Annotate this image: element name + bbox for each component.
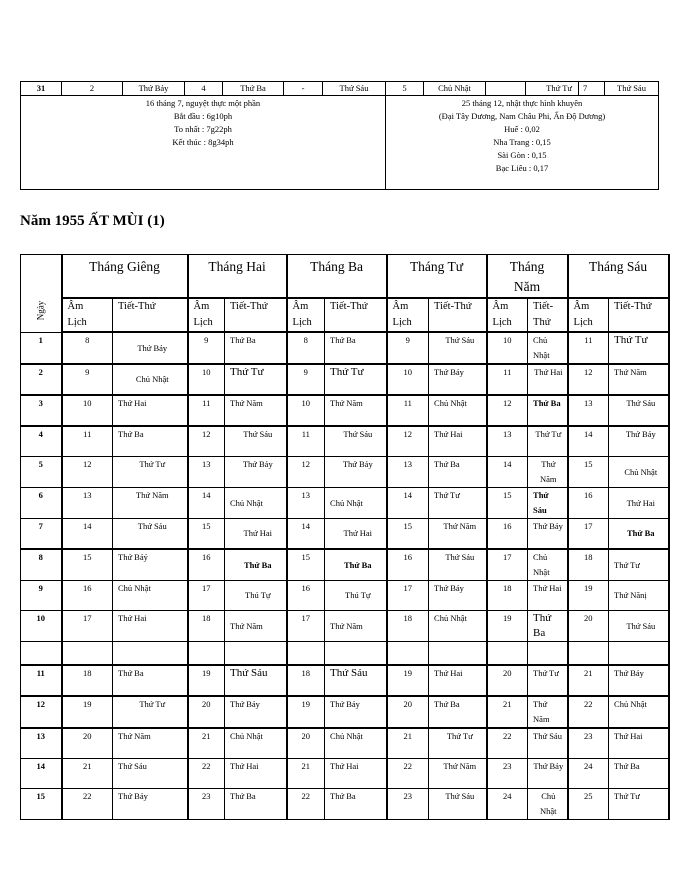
table-row [21,82,659,96]
weekday-term: Thứ Sáu [609,611,669,642]
weekday-term: Chủ Nhật [429,395,487,426]
weekday-term: Thứ Ba [113,665,188,696]
weekday-term: Thứ Năm [325,395,387,426]
lunar-date: 13 [387,457,429,488]
day-number: 5 [21,457,62,488]
day-number: 9 [21,581,62,611]
weekday-term: Thứ Bảy [609,426,669,457]
weekday-term: Thứ Ba [325,789,387,820]
empty-cell [487,642,528,666]
weekday-term: Thứ Hai [325,759,387,789]
weekday-term: Thứ Năm [325,611,387,642]
day-number: 8 [21,549,62,581]
lunar-date: 14 [387,488,429,519]
lunar-date: 11 [387,395,429,426]
note-line: 25 tháng 12, nhật thực hình khuyên [461,98,583,108]
lunar-date: 12 [287,457,325,488]
term-weekday-header: Tiết-Thứ [609,298,669,332]
weekday-term: Thứ Bảy [429,364,487,395]
note-line: Nha Trang : 0,15 [493,137,551,147]
lunar-date: 20 [387,696,429,728]
lunar-date: 17 [387,581,429,611]
note-line: Bạc Liêu : 0,17 [495,163,549,173]
weekday-term: Thứ Bảy [325,696,387,728]
weekday-term: Thứ Năm [609,364,669,395]
weekday-term: Thứ Năm [225,611,287,642]
lunar-date: 16 [487,519,528,550]
table-row [21,519,669,550]
table-row [21,488,669,519]
lunar-date: 23 [387,789,429,820]
term-weekday-header: Tiết-Thứ [429,298,487,332]
lunar-date: 17 [62,611,113,642]
weekday-term: Thứ Tư [225,364,287,395]
day-number: 6 [21,488,62,519]
lunar-date: 14 [487,457,528,488]
weekday-term: Thứ Bảy [225,696,287,728]
lunar-date: 19 [62,696,113,728]
day-number: 13 [21,728,62,759]
table-row [21,426,669,457]
weekday-term: Thứ Tư [113,696,188,728]
empty-cell [62,642,113,666]
weekday-term: Thứ Ba [609,759,669,789]
lunar-date-cell [486,82,526,96]
weekday-term: Thứ Tư [113,457,188,488]
lunar-date: 16 [62,581,113,611]
lunar-date: 9 [188,332,225,364]
lunar-date: 16 [287,581,325,611]
lunar-date: 13 [287,488,325,519]
weekday-term: Thứ Ba [325,549,387,581]
weekday-term: Thứ Hai [113,611,188,642]
weekday-term: Thứ Nănị [609,581,669,611]
weekday-term: Thứ Sáu [113,519,188,550]
lunar-date-cell: 5 [386,82,424,96]
lunar-date: 11 [188,395,225,426]
lunar-date: 19 [287,696,325,728]
page-title: Năm 1955 ẤT MÙI (1) [20,213,165,229]
lunar-date: 13 [568,395,609,426]
table-row [21,96,659,190]
lunar-date: 15 [287,549,325,581]
day-number: 10 [21,611,62,642]
weekday-term: Thứ Ba [528,611,568,642]
month-header: Tháng Hai [188,255,287,299]
lunar-date: 15 [188,519,225,550]
lunar-date: 18 [287,665,325,696]
day-column-header [21,255,62,333]
weekday-term: Thứ Năm [528,457,568,488]
lunar-date: 12 [387,426,429,457]
weekday-term: Thứ Tư [429,728,487,759]
weekday-term: Thứ Hai [429,665,487,696]
lunar-date: 11 [62,426,113,457]
lunar-date: 22 [487,728,528,759]
day-number: 1 [21,332,62,364]
weekday-term: Thứ Năm [429,759,487,789]
month-header-row [21,255,669,299]
table-row [21,332,669,364]
term-weekday-header: Tiết-Thứ [113,298,188,332]
lunar-date: 22 [287,789,325,820]
lunar-date-header: Âm Lịch [487,298,528,332]
lunar-date: 20 [287,728,325,759]
lunar-date: 18 [188,611,225,642]
lunar-date-header: Âm Lịch [387,298,429,332]
lunar-date-cell: - [284,82,323,96]
month-header: Tháng Tư [387,255,487,299]
month-header: Tháng Sáu [568,255,669,299]
lunar-date: 10 [188,364,225,395]
weekday-cell: Chủ Nhật [424,82,486,96]
weekday-term: Thứ Năm [528,696,568,728]
weekday-term: Thứ Sáu [429,789,487,820]
weekday-term: Thứ Bảỷ [113,549,188,581]
note-line: (Đại Tây Dương, Nam Châu Phi, Ấn Độ Dương) [438,111,606,121]
empty-cell [113,642,188,666]
lunar-date: 10 [62,395,113,426]
calendar-body [21,332,669,820]
weekday-term: Thứ Sáu [528,488,568,519]
weekday-term: Chủ Nhật [528,549,568,581]
lunar-date: 18 [568,549,609,581]
lunar-date-header: Âm Lịch [568,298,609,332]
empty-cell [568,642,609,666]
empty-cell [325,642,387,666]
lunar-date: 21 [387,728,429,759]
lunar-date: 11 [487,364,528,395]
lunar-date: 15 [487,488,528,519]
lunar-date-cell: 4 [185,82,223,96]
weekday-term: Thứ Hai [325,519,387,550]
day-number: 11 [21,665,62,696]
weekday-term: Thứ Ba [325,332,387,364]
empty-cell [225,642,287,666]
weekday-term: Thứ Năm [225,395,287,426]
lunar-date: 18 [387,611,429,642]
weekday-term: Thứ Sáu [429,332,487,364]
table-row [21,549,669,581]
lunar-date-header: Âm Lịch [287,298,325,332]
lunar-date: 15 [568,457,609,488]
empty-cell [429,642,487,666]
table-row [21,457,669,488]
lunar-date: 12 [62,457,113,488]
weekday-cell: Thứ Sáu [323,82,386,96]
table-row [21,665,669,696]
lunar-date: 14 [568,426,609,457]
term-weekday-header: Tiết- Thứ [528,298,568,332]
lunar-date: 10 [487,332,528,364]
weekday-term: Chủ Nhật [528,789,568,820]
lunar-date: 22 [568,696,609,728]
weekday-term: Chủ Nhật [325,728,387,759]
weekday-term: Thứ Ba [609,519,669,550]
lunar-date: 22 [62,789,113,820]
note-line: Bắt đầu : 6g10ph [173,111,233,121]
weekday-term: Thứ Sáu [429,549,487,581]
weekday-term: Thứ Bảy [225,457,287,488]
weekday-term: Thứ Ba [225,549,287,581]
note-line: 16 tháng 7, nguyệt thực một phần [145,98,261,108]
weekday-term: Thứ Tư [325,364,387,395]
weekday-term: Thứ Tư [528,665,568,696]
subheader-row [21,298,669,332]
weekday-term: Chủ Nhật [225,488,287,519]
weekday-term: Thứ Hai [225,519,287,550]
empty-cell [287,642,325,666]
lunar-date: 14 [287,519,325,550]
lunar-date: 21 [188,728,225,759]
day-header-label: Ngày [35,300,46,320]
lunar-date: 23 [188,789,225,820]
month-header: Tháng Giêng [62,255,188,299]
lunar-date: 15 [62,549,113,581]
note-line: Kết thúc : 8g34ph [172,137,234,147]
empty-cell [609,642,669,666]
weekday-term: Thú Tự [325,581,387,611]
lunar-date: 24 [568,759,609,789]
lunar-date: 16 [568,488,609,519]
lunar-date-cell: 7 [579,82,605,96]
weekday-term: Thứ Tư [429,488,487,519]
solar-eclipse-note [386,96,659,190]
lunar-date: 13 [487,426,528,457]
day-number: 14 [21,759,62,789]
lunar-date: 12 [487,395,528,426]
table-row [21,789,669,820]
weekday-term: Thứ Hai [113,395,188,426]
weekday-term: Chủ Nhật [609,696,669,728]
empty-cell [528,642,568,666]
lunar-date: 20 [62,728,113,759]
weekday-term: Thứ Năm [113,488,188,519]
lunar-date: 24 [487,789,528,820]
table-row [21,728,669,759]
lunar-date: 19 [387,665,429,696]
weekday-cell: Thứ Sáu [605,82,659,96]
lunar-date: 21 [62,759,113,789]
note-line: To nhất : 7g22ph [174,124,232,134]
weekday-term: Thứ Sáu [528,728,568,759]
weekday-term: Thứ Hai [609,728,669,759]
lunar-date: 9 [287,364,325,395]
weekday-term: Thứ Hai [609,488,669,519]
weekday-term: Thứ Hai [528,364,568,395]
lunar-date: 9 [62,364,113,395]
weekday-cell: Thứ Ba [223,82,284,96]
note-line: Sài Gòn : 0,15 [497,150,547,160]
day-number: 15 [21,789,62,820]
weekday-term: Chủ Nhật [429,611,487,642]
lunar-date: 20 [487,665,528,696]
lunar-date: 21 [568,665,609,696]
weekday-term: Thứ Sáu [325,426,387,457]
lunar-date: 10 [387,364,429,395]
empty-cell [188,642,225,666]
weekday-term: Thú Tự [225,581,287,611]
blank-separator-row [21,642,669,666]
weekday-cell: Thứ Bảy [123,82,185,96]
lunar-date: 21 [287,759,325,789]
weekday-term: Thứ Sáu [609,395,669,426]
day-number: 7 [21,519,62,550]
month-header: Tháng Năm [487,255,568,299]
weekday-term: Thứ Hai [429,426,487,457]
table-row [21,364,669,395]
weekday-term: Thứ Sáu [113,759,188,789]
lunar-date: 22 [188,759,225,789]
weekday-term: Thứ Bảy [528,519,568,550]
weekday-term: Thứ Sáu [325,665,387,696]
weekday-term: Thứ Hai [528,581,568,611]
lunar-date: 8 [287,332,325,364]
lunar-date: 22 [387,759,429,789]
weekday-term: Thứ Năm [429,519,487,550]
calendar-table [20,254,670,820]
weekday-term: Thứ Sáu [225,426,287,457]
weekday-term: Thứ Bảy [325,457,387,488]
weekday-term: Thứ Bảy [113,332,188,364]
lunar-date: 18 [487,581,528,611]
lunar-date: 23 [568,728,609,759]
weekday-term: Chủ Nhật [609,457,669,488]
empty-cell [21,642,62,666]
weekday-term: Thứ Ba [429,696,487,728]
day-cell: 31 [21,82,62,96]
weekday-term: Chủ Nhật [225,728,287,759]
table-row [21,581,669,611]
lunar-date: 16 [188,549,225,581]
lunar-eclipse-note [21,96,386,190]
lunar-date-header: Âm Lịch [62,298,113,332]
weekday-term: Thứ Tư [528,426,568,457]
day-number: 12 [21,696,62,728]
weekday-term: Thứ Ba [429,457,487,488]
weekday-term: Thứ Bảy [528,759,568,789]
lunar-date: 17 [568,519,609,550]
lunar-date: 19 [487,611,528,642]
lunar-date: 9 [387,332,429,364]
lunar-date: 11 [287,426,325,457]
lunar-date: 11 [568,332,609,364]
weekday-cell: Thứ Tư [526,82,579,96]
lunar-date-cell: 2 [62,82,123,96]
weekday-term: Thứ Ba [528,395,568,426]
weekday-term: Thứ Tư [609,549,669,581]
weekday-term: Chủ Nhật [325,488,387,519]
term-weekday-header: Tiết-Thứ [325,298,387,332]
weekday-term: Thứ Ba [113,426,188,457]
weekday-term: Thứ Tư [609,332,669,364]
month-header: Tháng Ba [287,255,387,299]
lunar-date: 23 [487,759,528,789]
lunar-date: 19 [568,581,609,611]
table-row [21,696,669,728]
table-row [21,395,669,426]
lunar-date: 15 [387,519,429,550]
lunar-date: 12 [568,364,609,395]
lunar-date-header: Âm Lịch [188,298,225,332]
weekday-term: Chủ Nhật [528,332,568,364]
weekday-term: Chủ Nhật [113,364,188,395]
weekday-term: Thứ Sáu [225,665,287,696]
lunar-date: 20 [188,696,225,728]
lunar-date: 25 [568,789,609,820]
lunar-date: 14 [62,519,113,550]
lunar-date: 12 [188,426,225,457]
lunar-date: 18 [62,665,113,696]
lunar-date: 14 [188,488,225,519]
lunar-date: 20 [568,611,609,642]
weekday-term: Thứ Tư [609,789,669,820]
weekday-term: Chủ Nhật [113,581,188,611]
lunar-date: 10 [287,395,325,426]
weekday-term: Thứ Bảy [609,665,669,696]
empty-cell [387,642,429,666]
day-number: 3 [21,395,62,426]
weekday-term: Thứ Ba [225,332,287,364]
previous-year-table-tail [20,81,659,190]
weekday-term: Thứ Bảy [113,789,188,820]
weekday-term: Thứ Hai [225,759,287,789]
day-number: 2 [21,364,62,395]
note-line: Huế : 0,02 [504,124,540,134]
lunar-date: 19 [188,665,225,696]
lunar-date: 8 [62,332,113,364]
weekday-term: Thứ Bảy [429,581,487,611]
lunar-date: 16 [387,549,429,581]
lunar-date: 17 [287,611,325,642]
term-weekday-header: Tiết-Thứ [225,298,287,332]
table-row [21,611,669,642]
lunar-date: 13 [62,488,113,519]
table-row [21,759,669,789]
day-number: 4 [21,426,62,457]
lunar-date: 17 [487,549,528,581]
lunar-date: 21 [487,696,528,728]
weekday-term: Thứ Năm [113,728,188,759]
lunar-date: 17 [188,581,225,611]
weekday-term: Thứ Ba [225,789,287,820]
lunar-date: 13 [188,457,225,488]
